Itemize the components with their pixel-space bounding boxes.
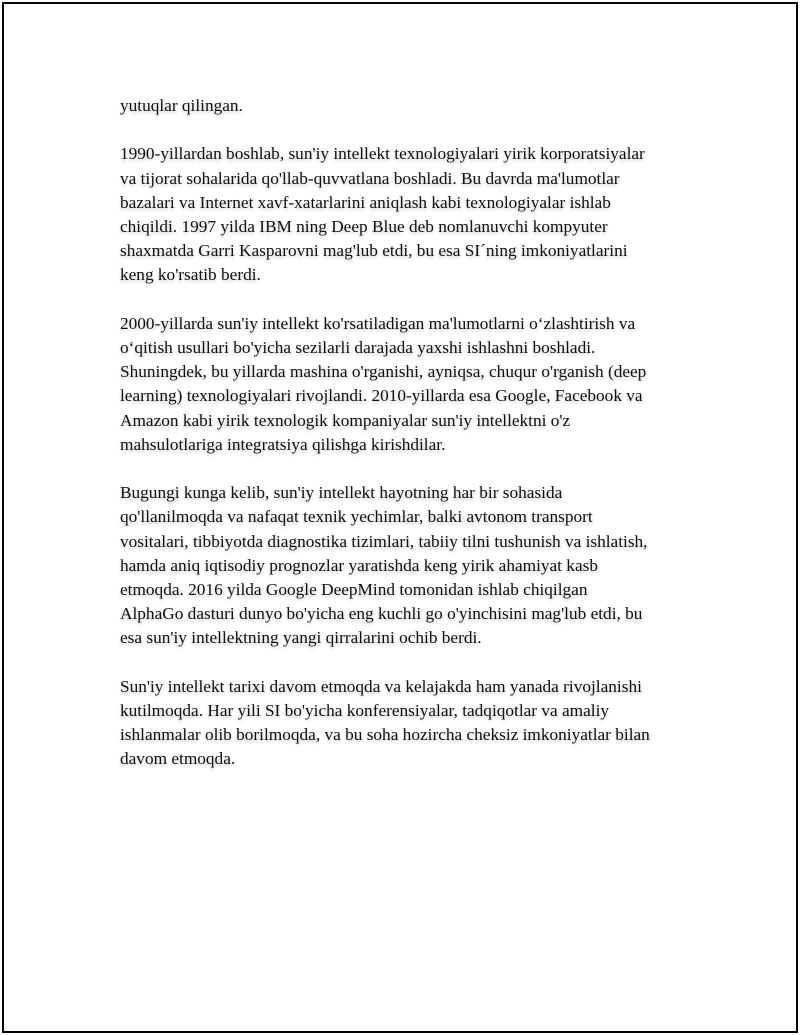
text-line: qo'llanilmoqda va nafaqat texnik yechimlar, balki avtonom transport (120, 507, 593, 527)
text-line: AlphaGo dasturi dunyo bo'yicha eng kuchli go o'yinchisini mag'lub etdi, bu (120, 604, 643, 624)
paragraph-2 (120, 142, 700, 287)
text-line: hamda aniq iqtisodiy prognozlar yaratishda keng yirik ahamiyat kasb (120, 555, 598, 575)
text-line: 2000-yillarda sun'iy intellekt ko'rsatiladigan ma'lumotlarni o‘zlashtirish va (120, 313, 636, 333)
text-line: ishlanmalar olib borilmoqda, va bu soha hozircha cheksiz imkoniyatlar bilan (120, 725, 650, 745)
text-line: Amazon kabi yirik texnologik kompaniyalar sun'iy intellektni o'z (120, 410, 571, 430)
text-line: mahsulotlariga integratsiya qilishga kirishdilar. (120, 434, 446, 454)
text-line: chiqildi. 1997 yilda IBM ning Deep Blue deb nomlanuvchi kompyuter (120, 217, 608, 236)
text-line: Sun'iy intellekt tarixi davom etmoqda va kelajakda ham yanada rivojlanishi (120, 676, 642, 696)
text-line: esa sun'iy intellektning yangi qirralarini ochib berdi. (120, 628, 482, 648)
text-line: vositalari, tibbiyotda diagnostika tizimlari, tabiiy tilni tushunish va ishlatish, (120, 531, 648, 551)
text-line: shaxmatda Garri Kasparovni mag'lub etdi, bu esa SI´ning imkoniyatlarini (120, 241, 628, 261)
text-line: etmoqda. 2016 yilda Google DeepMind tomonidan ishlab chiqilgan (120, 580, 588, 600)
document-page (2, 2, 798, 1033)
document-body (120, 94, 700, 796)
text-line: va tijorat sohalarida qo'llab-quvvatlana boshladi. Bu davrda ma'lumotlar (120, 168, 620, 188)
text-line: learning) texnologiyalari rivojlandi. 2010-yillarda esa Google, Facebook va (120, 386, 643, 406)
text-line: davom etmoqda. (120, 749, 236, 769)
paragraph-1 (120, 94, 700, 118)
text-line: kutilmoqda. Har yili SI bo'yicha konferensiyalar, tadqiqotlar va amaliy (120, 701, 610, 721)
paragraph-4 (120, 481, 700, 650)
text-line: Shuningdek, bu yillarda mashina o'rganishi, ayniqsa, chuqur o'rganish (deep (120, 362, 647, 382)
paragraph-3 (120, 312, 700, 457)
text-line: o‘qitish usullari bo'yicha sezilarli darajada yaxshi ishlashni boshladi. (120, 338, 596, 357)
paragraph-5 (120, 675, 700, 772)
text-line: yutuqlar qilingan. (120, 96, 243, 115)
text-line: Bugungi kunga kelib, sun'iy intellekt hayotning har bir sohasida (120, 483, 563, 503)
text-line: bazalari va Internet xavf-xatarlarini aniqlash kabi texnologiyalar ishlab (120, 192, 611, 212)
text-line: keng ko'rsatib berdi. (120, 265, 261, 285)
text-line: 1990-yillardan boshlab, sun'iy intellekt texnologiyalari yirik korporatsiyalar (120, 144, 645, 164)
